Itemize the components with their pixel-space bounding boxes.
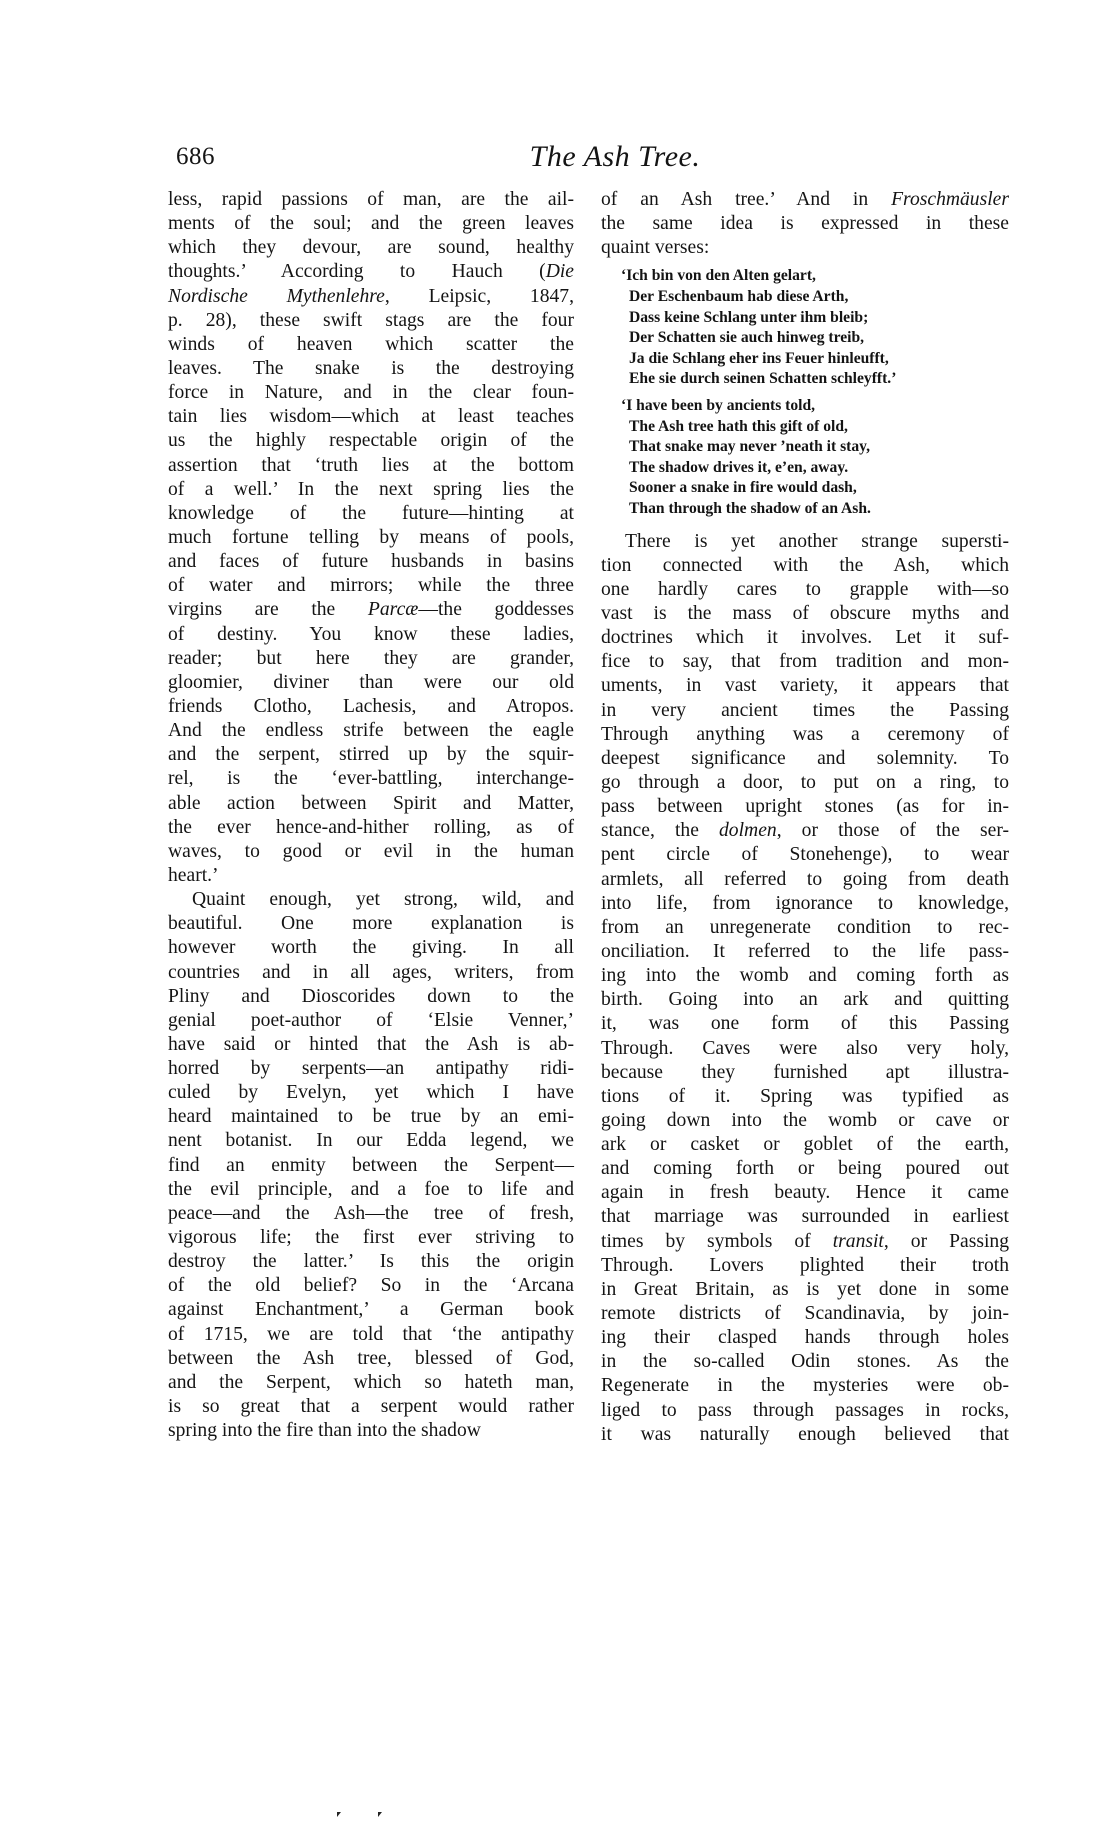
text-line: destroy the latter.’ Is this the origin xyxy=(168,1251,574,1273)
page-number: 686 xyxy=(176,143,215,170)
text-line: which they devour, are sound, healthy xyxy=(168,237,574,259)
passing-through-paragraph xyxy=(601,530,1009,1447)
text-line: and the Serpent, which so hateth man, xyxy=(168,1371,574,1393)
text-line: and coming forth or being poured out xyxy=(601,1158,1009,1180)
text-line: able action between Spirit and Matter, xyxy=(168,792,574,814)
text-line: in very ancient times the Passing xyxy=(601,699,1009,721)
text-line: Through anything was a ceremony of xyxy=(601,723,1009,745)
text-line: The Ash tree hath this gift of old, xyxy=(629,417,848,435)
text-line: spring into the fire than into the shadow xyxy=(168,1420,481,1442)
text-line: Der Schatten sie auch hinweg treib, xyxy=(629,329,865,347)
text-line: fice to say, that from tradition and mon- xyxy=(601,651,1009,673)
text-line: pent circle of Stonehenge), to wear xyxy=(601,844,1009,866)
text-line: force in Nature, and in the clear foun- xyxy=(168,382,574,404)
text-line: doctrines which it involves. Let it suf- xyxy=(601,627,1009,649)
text-line: ing into the womb and coming forth as xyxy=(601,965,1009,987)
text-line: genial poet-author of ‘Elsie Venner,’ xyxy=(168,1009,574,1031)
text-line: of the old belief? So in the ‘Arcana xyxy=(168,1275,574,1297)
text-line: in Great Britain, as is yet done in some xyxy=(601,1278,1009,1300)
text-line: ‘Ich bin von den Alten gelart, xyxy=(621,267,816,285)
text-line: There is yet another strange supersti- xyxy=(625,530,1009,552)
text-line: in the so-called Odin stones. As the xyxy=(601,1351,1009,1373)
text-line: beautiful. One more explanation is xyxy=(168,913,574,935)
text-line: culed by Evelyn, yet which I have xyxy=(168,1082,574,1104)
text-line: virgins are the Parcæ—the goddesses xyxy=(168,599,575,621)
scan-mark xyxy=(337,1812,341,1817)
text-line: much fortune telling by means of pools, xyxy=(168,526,574,548)
scan-mark xyxy=(378,1812,382,1817)
text-line: assertion that ‘truth lies at the bottom xyxy=(168,454,574,476)
text-line: horred by serpents—an antipathy ridi- xyxy=(168,1058,574,1080)
text-line: gloomier, diviner than were our old xyxy=(168,671,574,693)
text-line: onciliation. It referred to the life pass- xyxy=(601,940,1009,962)
text-line: armlets, all referred to going from death xyxy=(601,868,1009,890)
right-column xyxy=(601,188,1009,1447)
text-line: tain lies wisdom—which at least teaches xyxy=(168,406,574,428)
text-line: heart.’ xyxy=(168,864,219,886)
text-line: That snake may never ’neath it stay, xyxy=(629,438,870,456)
text-line: liged to pass through passages in rocks, xyxy=(601,1399,1009,1421)
text-line: ments of the soul; and the green leaves xyxy=(168,213,574,235)
text-line: find an enmity between the Serpent— xyxy=(168,1154,574,1176)
text-line: friends Clotho, Lachesis, and Atropos. xyxy=(168,695,574,717)
text-line: tions of it. Spring was typified as xyxy=(601,1085,1009,1107)
text-line: the evil principle, and a foe to life and xyxy=(168,1178,574,1200)
text-line: Regenerate in the mysteries were ob- xyxy=(601,1375,1009,1397)
text-line: Dass keine Schlang unter ihm bleib; xyxy=(629,308,869,326)
german-verse xyxy=(601,266,1009,390)
intro-paragraph xyxy=(601,188,1009,260)
text-line: deepest significance and solemnity. To xyxy=(601,747,1009,769)
text-line: that marriage was surrounded in earliest xyxy=(601,1206,1009,1228)
text-line: winds of heaven which scatter the xyxy=(168,333,574,355)
text-line: Pliny and Dioscorides down to the xyxy=(168,985,574,1007)
text-line: ‘I have been by ancients told, xyxy=(621,396,816,414)
text-line: peace—and the Ash—the tree of fresh, xyxy=(168,1202,574,1224)
text-line: Through. Lovers plighted their troth xyxy=(601,1254,1009,1276)
text-line: because they furnished apt illustra- xyxy=(601,1061,1009,1083)
text-line: go through a door, to put on a ring, to xyxy=(601,771,1009,793)
text-line: uments, in vast variety, it appears that xyxy=(601,675,1009,697)
text-line: rel, is the ‘ever-battling, interchange- xyxy=(168,768,574,790)
text-line: Der Eschenbaum hab diese Arth, xyxy=(629,288,849,306)
text-line: one hardly cares to grapple with—so xyxy=(601,578,1009,600)
text-line: knowledge of the future—hinting at xyxy=(168,502,574,524)
text-line: waves, to good or evil in the human xyxy=(168,840,574,862)
text-line: Ja die Schlang eher ins Feuer hinleufft, xyxy=(629,349,889,367)
text-line: and the serpent, stirred up by the squir- xyxy=(168,744,574,766)
text-line: Quaint enough, yet strong, wild, and xyxy=(192,889,574,911)
text-line: times by symbols of transit, or Passing xyxy=(601,1230,1009,1252)
text-line: of a well.’ In the next spring lies the xyxy=(168,478,574,500)
text-line: Sooner a snake in fire would dash, xyxy=(629,479,857,497)
text-line: it was naturally enough believed that xyxy=(601,1423,1009,1445)
text-line: from an unregenerate condition to rec- xyxy=(601,916,1009,938)
text-line: Ehe sie durch seinen Schatten schleyfft.’ xyxy=(629,370,897,388)
text-line: have said or hinted that the Ash is ab- xyxy=(168,1033,574,1055)
text-line: pass between upright stones (as for in- xyxy=(601,796,1009,818)
text-line: it, was one form of this Passing xyxy=(601,1013,1009,1035)
text-line: Than through the shadow of an Ash. xyxy=(629,499,871,517)
text-line: leaves. The snake is the destroying xyxy=(168,357,574,379)
text-line: of destiny. You know these ladies, xyxy=(168,623,574,645)
english-verse xyxy=(601,396,1009,520)
text-line: tion connected with the Ash, which xyxy=(601,554,1009,576)
text-line: vigorous life; the first ever striving to xyxy=(168,1227,574,1249)
text-line: heard maintained to be true by an emi- xyxy=(168,1106,574,1128)
text-line: into life, from ignorance to knowledge, xyxy=(601,892,1009,914)
text-line: vast is the mass of obscure myths and xyxy=(601,602,1009,624)
running-title: The Ash Tree. xyxy=(529,140,701,173)
left-column xyxy=(168,188,574,1443)
text-line: of an Ash tree.’ And in Froschmäusler xyxy=(601,189,1009,210)
text-line: The shadow drives it, e’en, away. xyxy=(629,458,849,476)
text-line: stance, the dolmen, or those of the ser- xyxy=(601,820,1010,842)
text-line: ing their clasped hands through holes xyxy=(601,1327,1009,1349)
text-line: against Enchantment,’ a German book xyxy=(168,1299,574,1321)
text-line: quaint verses: xyxy=(601,237,710,259)
text-line: us the highly respectable origin of the xyxy=(168,430,574,452)
text-line: of 1715, we are told that ‘the antipathy xyxy=(168,1323,574,1345)
text-line: nent botanist. In our Edda legend, we xyxy=(168,1130,574,1152)
text-line: p. 28), these swift stags are the four xyxy=(168,309,574,331)
text-line: ark or casket or goblet of the earth, xyxy=(601,1134,1009,1156)
text-line: And the endless strife between the eagle xyxy=(168,720,574,742)
text-line: less, rapid passions of man, are the ail- xyxy=(168,189,574,210)
text-line: Through. Caves were also very holy, xyxy=(601,1037,1009,1059)
text-line: between the Ash tree, blessed of God, xyxy=(168,1347,574,1369)
text-line: countries and in all ages, writers, from xyxy=(168,961,574,983)
text-line: and faces of future husbands in basins xyxy=(168,551,574,573)
text-line: birth. Going into an ark and quitting xyxy=(601,989,1009,1011)
text-line: again in fresh beauty. Hence it came xyxy=(601,1182,1009,1204)
text-line: thoughts.’ According to Hauch (Die xyxy=(168,261,574,283)
text-line: reader; but here they are grander, xyxy=(168,647,574,669)
text-line: of water and mirrors; while the three xyxy=(168,575,574,597)
text-line: the ever hence-and-hither rolling, as of xyxy=(168,816,574,838)
text-line: Nordische Mythenlehre, Leipsic, 1847, xyxy=(168,285,574,307)
text-line: is so great that a serpent would rather xyxy=(168,1396,574,1418)
text-line: going down into the womb or cave or xyxy=(601,1109,1009,1131)
text-line: the same idea is expressed in these xyxy=(601,213,1009,235)
text-line: however worth the giving. In all xyxy=(168,937,574,959)
text-line: remote districts of Scandinavia, by join- xyxy=(601,1303,1009,1325)
